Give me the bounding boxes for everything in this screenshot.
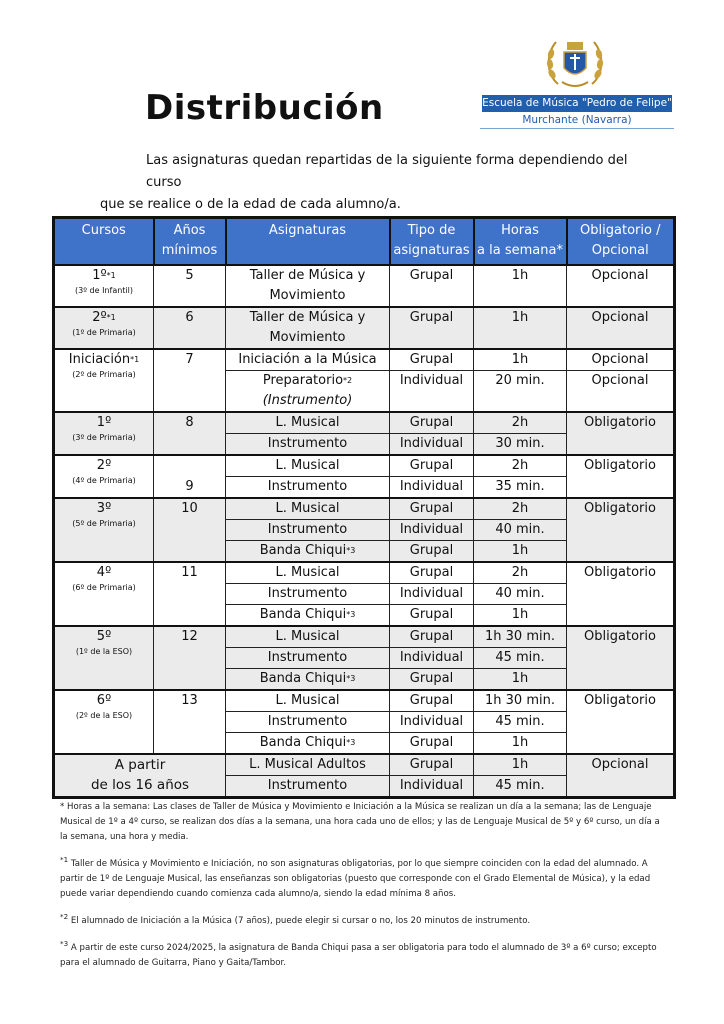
subject-cell: Instrumento (226, 584, 390, 605)
mandatory-cell: Opcional (567, 307, 675, 349)
type-cell: Grupal (390, 754, 474, 776)
hours-cell: 30 min. (474, 434, 567, 456)
hours-cell: 1h (474, 307, 567, 349)
subject-cell: Iniciación a la Música (226, 349, 390, 371)
hours-cell: 1h 30 min. (474, 690, 567, 712)
divider (480, 128, 674, 129)
type-cell: Grupal (390, 669, 474, 691)
school-name-banner: Escuela de Música "Pedro de Felipe" (482, 95, 672, 112)
subject-cell: Instrumento (226, 712, 390, 733)
type-cell: Individual (390, 371, 474, 413)
course-cell: 5º (1º de la ESO) (54, 626, 154, 690)
mandatory-cell: Obligatorio (567, 412, 675, 455)
header-obligatorio: Obligatorio / Opcional (567, 218, 675, 266)
subject-cell: L. Musical (226, 626, 390, 648)
table-row (54, 626, 675, 648)
hours-cell: 35 min. (474, 477, 567, 499)
mandatory-cell: Obligatorio (567, 626, 675, 690)
course-cell: 1º$^{*1}$ (3º de Infantil) (54, 265, 154, 307)
type-cell: Individual (390, 520, 474, 541)
hours-cell: 45 min. (474, 648, 567, 669)
hours-cell: 2h (474, 498, 567, 520)
table-row (54, 562, 675, 584)
table-row (54, 754, 675, 776)
hours-cell: 20 min. (474, 371, 567, 413)
hours-cell: 1h (474, 754, 567, 776)
hours-cell: 40 min. (474, 520, 567, 541)
mandatory-cell: Opcional (567, 349, 675, 371)
mandatory-cell: Obligatorio (567, 690, 675, 754)
mandatory-cell: Opcional (567, 754, 675, 798)
type-cell: Grupal (390, 349, 474, 371)
hours-cell: 2h (474, 562, 567, 584)
header-anios: Años mínimos (154, 218, 226, 266)
mandatory-cell: Obligatorio (567, 562, 675, 626)
course-cell: A partir de los 16 años (54, 754, 226, 798)
footnote-3: $^{*3}$ A partir de este curso 2024/2025, la asignatura de Banda Chiqui pasa a ser obligatoria para todo el alumnado de 3º a 6º curso; excepto para el alumnado de Guitarra, Piano y Gaita/Tambor. (60, 938, 657, 968)
page-title: Distribución (145, 88, 384, 128)
subject-cell: Taller de Música y Movimiento (226, 265, 390, 307)
table-row (54, 412, 675, 434)
subject-cell: Preparatorio$^{*2}$ (Instrumento) (226, 371, 390, 413)
hours-cell: 1h (474, 349, 567, 371)
table-row (54, 690, 675, 712)
type-cell: Grupal (390, 541, 474, 563)
min-age-cell: 9 (154, 455, 226, 498)
subject-cell: L. Musical (226, 690, 390, 712)
mandatory-cell: Obligatorio (567, 455, 675, 498)
hours-cell: 2h (474, 412, 567, 434)
type-cell: Grupal (390, 412, 474, 434)
table-row (54, 265, 675, 307)
type-cell: Individual (390, 776, 474, 798)
subject-cell: L. Musical (226, 455, 390, 477)
table-row (54, 498, 675, 520)
course-cell: 2º (4º de Primaria) (54, 455, 154, 498)
hours-cell: 1h 30 min. (474, 626, 567, 648)
type-cell: Individual (390, 434, 474, 456)
school-crest-logo (540, 34, 610, 92)
subject-cell: Banda Chiqui$^{*3}$ (226, 541, 390, 563)
distribution-table (52, 216, 676, 799)
hours-cell: 1h (474, 265, 567, 307)
table-row (54, 307, 675, 349)
footnote-hours: * Horas a la semana: Las clases de Taller de Música y Movimiento e Iniciación a la Música se realizan un día a la semana; las de Lenguaje Musical de 1º a 4º curso, se realizan dos días a la semana, una hora cada uno de ellos; y las de Lenguaje Musical de 5º y 6º curso, un día a la semana, una hora y media. (60, 802, 660, 842)
min-age-cell: 8 (154, 412, 226, 455)
subject-cell: Instrumento (226, 434, 390, 456)
type-cell: Grupal (390, 605, 474, 627)
subject-cell: L. Musical (226, 498, 390, 520)
intro-line-1: Las asignaturas quedan repartidas de la siguiente forma dependiendo del curso (146, 153, 628, 190)
header-asignaturas: Asignaturas (226, 218, 390, 266)
hours-cell: 40 min. (474, 584, 567, 605)
hours-cell: 2h (474, 455, 567, 477)
min-age-cell: 11 (154, 562, 226, 626)
hours-cell: 45 min. (474, 776, 567, 798)
type-cell: Grupal (390, 562, 474, 584)
min-age-cell: 7 (154, 349, 226, 412)
hours-cell: 1h (474, 605, 567, 627)
type-cell: Grupal (390, 626, 474, 648)
subject-cell: Instrumento (226, 520, 390, 541)
subject-cell: Banda Chiqui$^{*3}$ (226, 733, 390, 755)
type-cell: Individual (390, 712, 474, 733)
header-horas: Horas a la semana* (474, 218, 567, 266)
subject-cell: L. Musical Adultos (226, 754, 390, 776)
min-age-cell: 10 (154, 498, 226, 562)
subject-cell: L. Musical (226, 562, 390, 584)
mandatory-cell: Opcional (567, 371, 675, 413)
mandatory-cell: Obligatorio (567, 498, 675, 562)
school-town: Murchante (Navarra) (522, 114, 632, 126)
hours-cell: 1h (474, 733, 567, 755)
subject-cell: Instrumento (226, 477, 390, 499)
subject-cell: Banda Chiqui$^{*3}$ (226, 605, 390, 627)
min-age-cell: 12 (154, 626, 226, 690)
footnotes (60, 800, 670, 978)
type-cell: Grupal (390, 733, 474, 755)
footnote-1: $^{*1}$ Taller de Música y Movimiento e Iniciación, no son asignaturas obligatorias, por lo que siempre coinciden con la edad del alumnado. A partir de 1º de Lenguaje Musical, las enseñanzas son obligatorias (puesto que corresponde con el Grado Elemental de Música), y la edad puede variar dependiendo cuando comienza cada alumno/a, siendo la edad mínima 8 años. (60, 855, 651, 899)
subject-cell: Banda Chiqui$^{*3}$ (226, 669, 390, 691)
table-header-row (54, 218, 675, 266)
course-cell: 6º (2º de la ESO) (54, 690, 154, 754)
course-cell: Iniciación$^{*1}$ (2º de Primaria) (54, 349, 154, 412)
hours-cell: 1h (474, 669, 567, 691)
course-cell: 1º (3º de Primaria) (54, 412, 154, 455)
table-row (54, 455, 675, 477)
hours-cell: 45 min. (474, 712, 567, 733)
course-cell: 3º (5º de Primaria) (54, 498, 154, 562)
mandatory-cell: Opcional (567, 265, 675, 307)
course-cell: 4º (6º de Primaria) (54, 562, 154, 626)
header-tipo: Tipo de asignaturas (390, 218, 474, 266)
subject-cell: Instrumento (226, 648, 390, 669)
subject-cell: Taller de Música y Movimiento (226, 307, 390, 349)
intro-paragraph (100, 150, 660, 216)
type-cell: Grupal (390, 498, 474, 520)
hours-cell: 1h (474, 541, 567, 563)
header-cursos: Cursos (54, 218, 154, 266)
min-age-cell: 13 (154, 690, 226, 754)
type-cell: Individual (390, 584, 474, 605)
min-age-cell: 6 (154, 307, 226, 349)
footnote-2: $^{*2}$ El alumnado de Iniciación a la Música (7 años), puede elegir si cursar o no, los 20 minutos de instrumento. (60, 911, 531, 926)
intro-line-2: que se realice o de la edad de cada alumno/a. (100, 197, 401, 212)
type-cell: Grupal (390, 307, 474, 349)
type-cell: Grupal (390, 690, 474, 712)
course-cell: 2º$^{*1}$ (1º de Primaria) (54, 307, 154, 349)
subject-cell: L. Musical (226, 412, 390, 434)
type-cell: Grupal (390, 455, 474, 477)
min-age-cell: 5 (154, 265, 226, 307)
type-cell: Individual (390, 477, 474, 499)
table-row (54, 349, 675, 371)
type-cell: Individual (390, 648, 474, 669)
type-cell: Grupal (390, 265, 474, 307)
subject-cell: Instrumento (226, 776, 390, 798)
